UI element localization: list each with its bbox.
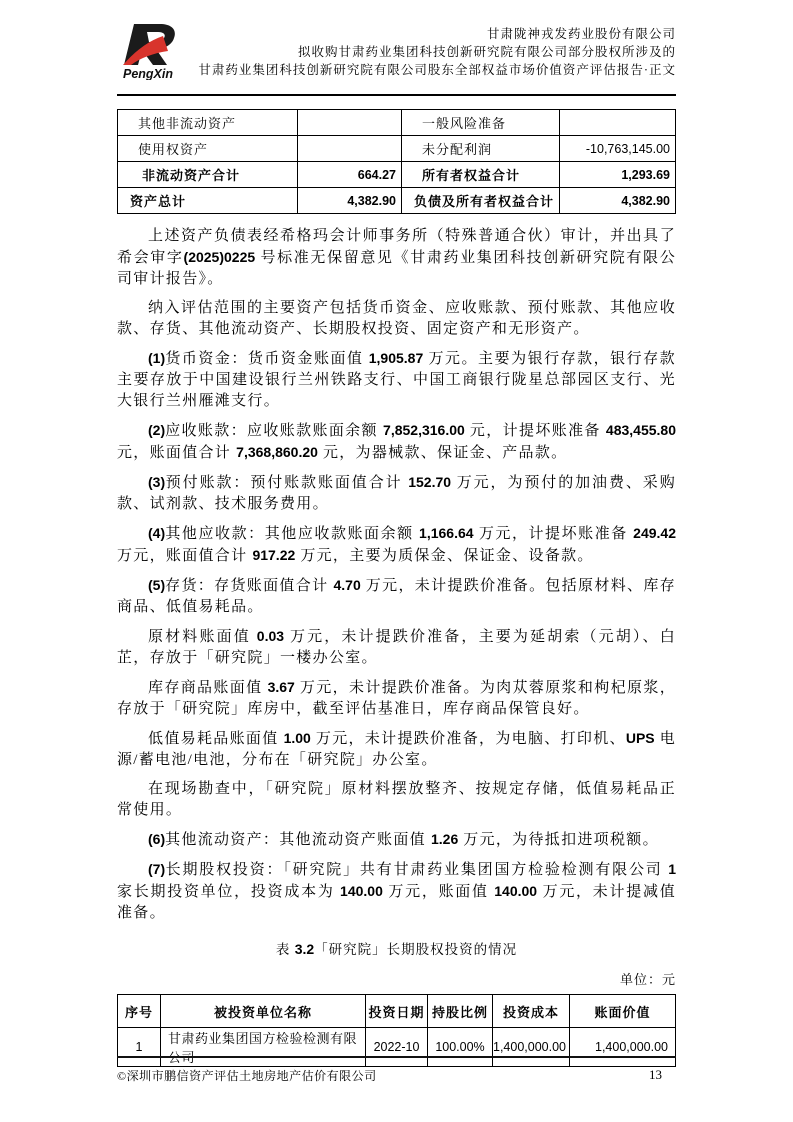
equity-label: 负债及所有者权益合计: [402, 188, 560, 214]
page-footer: [117, 1056, 676, 1084]
numeric-value: (3): [148, 474, 166, 490]
balance-row-noncurrent-total: [118, 162, 676, 188]
numeric-value: UPS: [625, 730, 655, 746]
asset-label: 非流动资产合计: [118, 162, 298, 188]
numeric-value: 249.42: [633, 525, 676, 541]
header-line-3: 甘肃药业集团科技创新研究院有限公司股东全部权益市场价值资产评估报告·正文: [198, 63, 676, 77]
numeric-value: 3.67: [267, 679, 295, 695]
equity-label: 所有者权益合计: [402, 162, 560, 188]
column-header-ratio: 持股比例: [428, 995, 493, 1028]
column-header-seq: 序号: [118, 995, 161, 1028]
column-header-investee: 被投资单位名称: [161, 995, 366, 1028]
cell-date: 2022-10: [366, 1028, 428, 1067]
cell-seq: 1: [118, 1028, 161, 1067]
numeric-value: 7,368,860.20: [236, 444, 318, 460]
paragraph: (6)其他流动资产：其他流动资产账面值 1.26 万元，为待抵扣进项税额。: [148, 831, 659, 848]
paragraph: (5)存货：存货账面值合计 4.70 万元，未计提跌价准备。包括原材料、库存商品、低值易耗品。: [117, 577, 676, 615]
cell-investee: 甘肃药业集团国方检验检测有限公司: [161, 1028, 366, 1067]
paragraph: 库存商品账面值 3.67 万元，未计提跌价准备。为肉苁蓉原浆和枸杞原浆，存放于「研究院」库房中，截至评估基准日，库存商品保管良好。: [117, 679, 676, 717]
logo-r-icon: [117, 22, 189, 80]
asset-value: 4,382.90: [298, 188, 402, 214]
asset-label: 使用权资产: [118, 136, 298, 162]
numeric-value: 1,166.64: [419, 525, 474, 541]
pengxin-logo: [117, 22, 189, 85]
paragraph: (4)其他应收款：其他应收款账面余额 1,166.64 万元，计提坏账准备 249.42 万元，账面值合计 917.22 万元，主要为质保金、保证金、设备款。: [117, 525, 676, 564]
asset-label: 资产总计: [118, 188, 298, 214]
equity-value: -10,763,145.00: [560, 136, 676, 162]
paragraph: 上述资产负债表经希格玛会计师事务所（特殊普通合伙）审计，并出具了希会审字(2025)0225 号标准无保留意见《甘肃药业集团科技创新研究院有限公司审计报告》。: [117, 228, 676, 287]
numeric-value: (4): [148, 525, 166, 541]
numeric-value: 1.00: [283, 730, 311, 746]
numeric-value: 4.70: [333, 577, 361, 593]
column-header-bookvalue: 账面价值: [570, 995, 676, 1028]
equity-label: 一般风险准备: [402, 110, 560, 136]
cell-cost: 1,400,000.00: [493, 1028, 570, 1067]
balance-row: [118, 110, 676, 136]
equity-value: [560, 110, 676, 136]
unit-label: 单位：元: [619, 972, 676, 987]
numeric-value: (1): [148, 350, 166, 366]
numeric-value: (5): [148, 577, 166, 593]
equity-value: 4,382.90: [560, 188, 676, 214]
paragraph: 纳入评估范围的主要资产包括货币资金、应收账款、预付账款、其他应收款、存货、其他流动资产、长期股权投资、固定资产和无形资产。: [117, 300, 676, 337]
numeric-value: 1.26: [430, 831, 459, 847]
numeric-value: 152.70: [408, 474, 452, 490]
numeric-value: 0.03: [256, 628, 285, 644]
paragraph: (3)预付账款：预付账款账面值合计 152.70 万元，为预付的加油费、采购款、试剂款、技术服务费用。: [117, 474, 676, 512]
numeric-value: (7): [148, 861, 166, 877]
table-caption: 表 3.2「研究院」长期股权投资的情况: [275, 941, 518, 957]
column-header-cost: 投资成本: [493, 995, 570, 1028]
body-paragraphs: [117, 226, 676, 924]
cell-bookvalue: 1,400,000.00: [570, 1028, 676, 1067]
numeric-value: 140.00: [494, 883, 538, 899]
investment-table-header-row: [118, 995, 676, 1028]
cell-ratio: 100.00%: [428, 1028, 493, 1067]
numeric-value: 140.00: [340, 883, 383, 899]
header-line-2: 拟收购甘肃药业集团科技创新研究院有限公司部分股权所涉及的: [297, 45, 676, 59]
header-title-lines: [198, 22, 676, 79]
column-header-date: 投资日期: [366, 995, 428, 1028]
numeric-value: 3.2: [294, 941, 315, 957]
paragraph: (7)长期股权投资：「研究院」共有甘肃药业集团国方检验检测有限公司 1 家长期投资单位，投资成本为 140.00 万元，账面值 140.00 万元，未计提减值准备。: [117, 861, 677, 921]
numeric-value: 7,852,316.00: [383, 422, 465, 438]
paragraph: 在现场勘查中，「研究院」原材料摆放整齐、按规定存储，低值易耗品正常使用。: [117, 781, 676, 818]
balance-row-grand-total: [118, 188, 676, 214]
page-number: 13: [649, 1067, 662, 1082]
footer-company: ©深圳市鹏信资产评估土地房地产估价有限公司: [117, 1069, 377, 1083]
numeric-value: (2): [148, 422, 166, 438]
numeric-value: 483,455.80: [605, 422, 676, 438]
header-rule: [117, 94, 676, 96]
numeric-value: (6): [148, 831, 166, 847]
numeric-value: 1: [668, 861, 676, 877]
asset-value: 664.27: [298, 162, 402, 188]
equity-label: 未分配利润: [402, 136, 560, 162]
balance-row: [118, 136, 676, 162]
asset-value: [298, 136, 402, 162]
page-header: [117, 22, 676, 85]
asset-label: 其他非流动资产: [118, 110, 298, 136]
asset-value: [298, 110, 402, 136]
logo-wordmark: PengXin: [123, 67, 174, 80]
paragraph: (2)应收账款：应收账款账面余额 7,852,316.00 元，计提坏账准备 483,455.80 元，账面值合计 7,368,860.20 元，为器械款、保证金、产品款。: [117, 422, 676, 461]
paragraph: 原材料账面值 0.03 万元，未计提跌价准备，主要为延胡索（元胡）、白芷，存放于「研究院」一楼办公室。: [117, 628, 677, 666]
numeric-value: 917.22: [252, 547, 296, 563]
equity-value: 1,293.69: [560, 162, 676, 188]
balance-sheet-table: [117, 109, 676, 214]
paragraph: (1)货币资金：货币资金账面值 1,905.87 万元。主要为银行存款，银行存款主要存放于中国建设银行兰州铁路支行、中国工商银行陇星总部园区支行、光大银行兰州雁滩支行。: [117, 350, 676, 409]
numeric-value: (2025)0225: [183, 249, 256, 265]
header-line-1: 甘肃陇神戎发药业股份有限公司: [486, 27, 676, 41]
numeric-value: 1,905.87: [368, 350, 424, 366]
paragraph: 低值易耗品账面值 1.00 万元，未计提跌价准备，为电脑、打印机、UPS 电源/蓄电池/电池，分布在「研究院」办公室。: [117, 730, 677, 768]
